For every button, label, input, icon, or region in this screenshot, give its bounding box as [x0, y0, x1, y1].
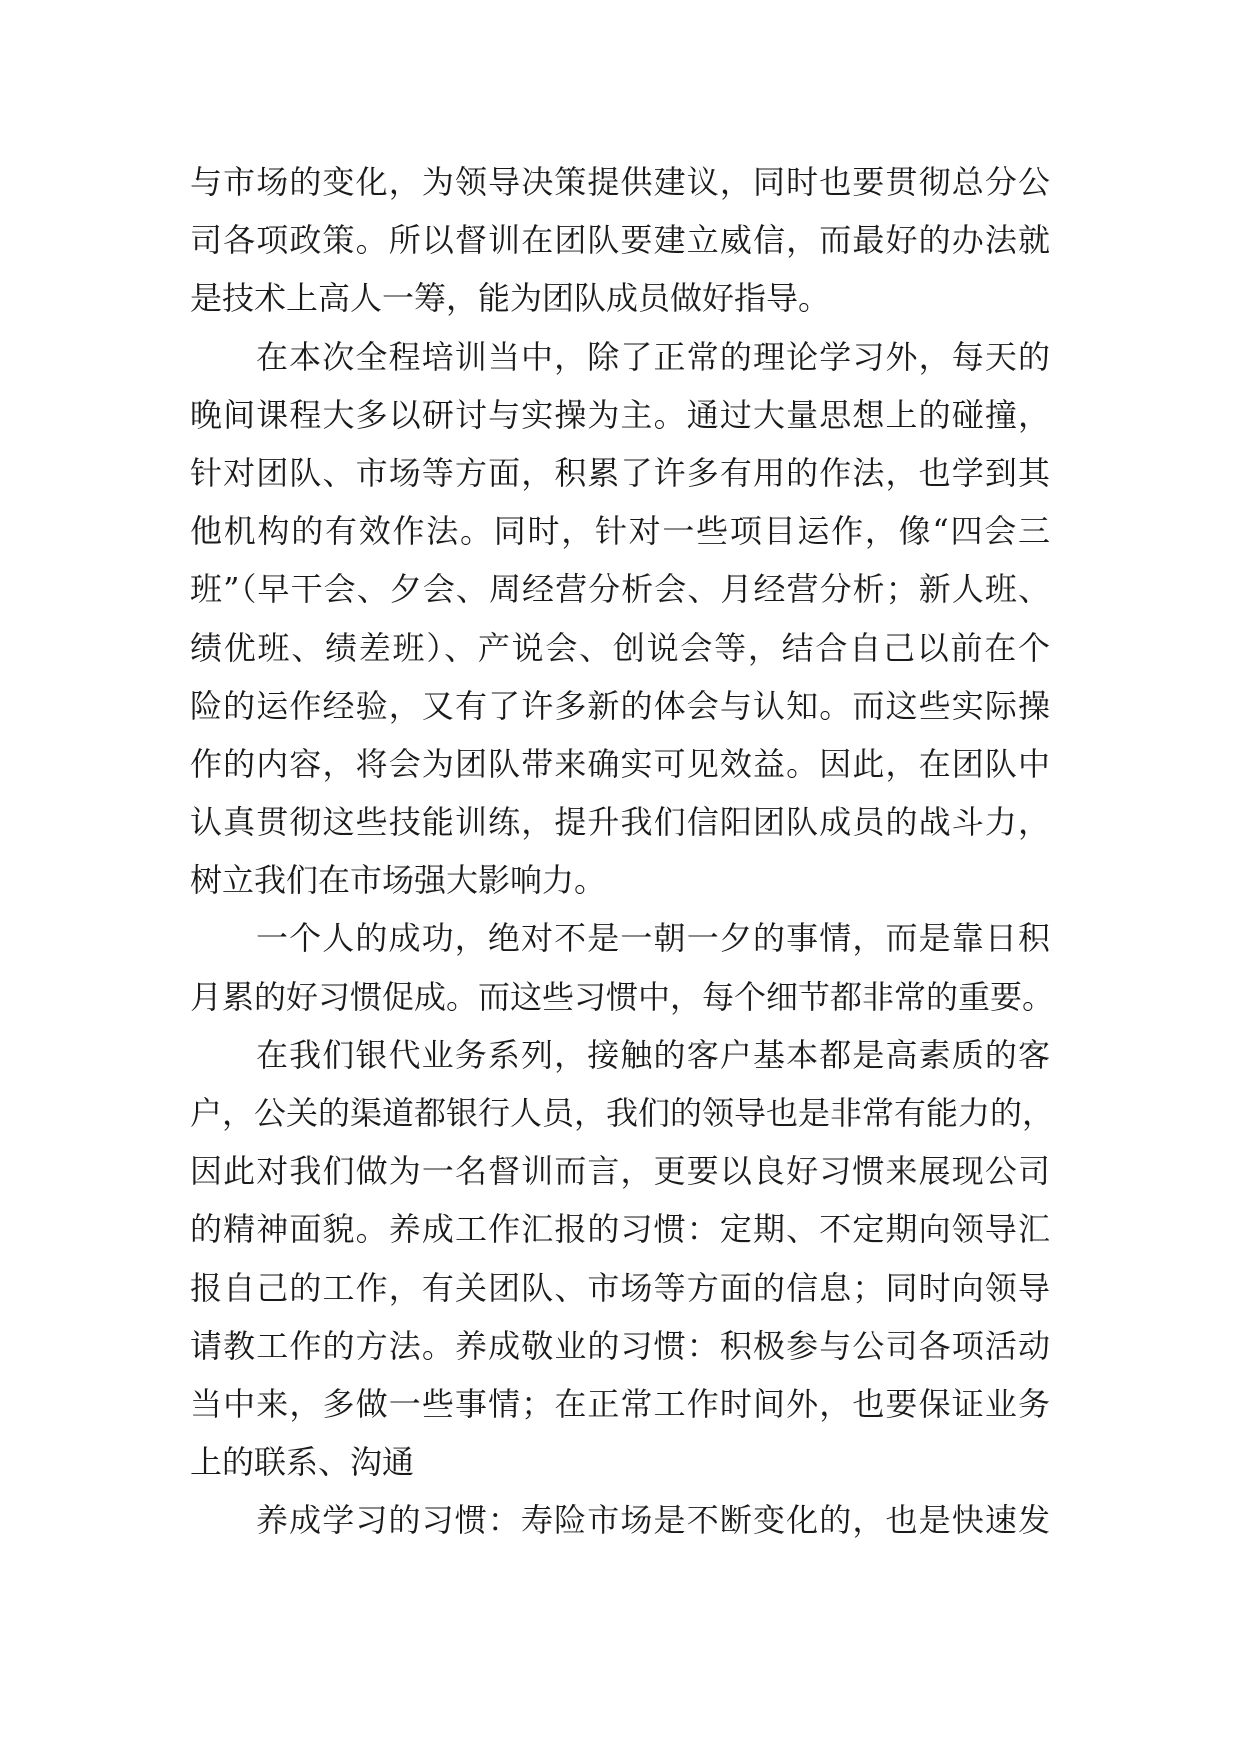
text-line: 司各项政策。所以督训在团队要建立威信，而最好的办法就 [190, 221, 1050, 260]
text-line: 一个人的成功，绝对不是一朝一夕的事情，而是靠日积 [256, 919, 1050, 958]
text-line: 树立我们在市场强大影响力。 [190, 861, 607, 900]
text-line: 针对团队、市场等方面，积累了许多有用的作法，也学到其 [190, 453, 1050, 492]
text-line: 认真贯彻这些技能训练，提升我们信阳团队成员的战斗力， [190, 803, 1050, 842]
text-line: 报自己的工作，有关团队、市场等方面的信息；同时向领导 [190, 1268, 1050, 1307]
text-line: 在我们银代业务系列，接触的客户基本都是高素质的客 [256, 1035, 1050, 1074]
text-line: 绩优班、绩差班）、产说会、创说会等，结合自己以前在个 [190, 628, 1050, 667]
text-line: 请教工作的方法。养成敬业的习惯：积极参与公司各项活动 [190, 1326, 1050, 1365]
text-line: 他机构的有效作法。同时，针对一些项目运作，像“四会三 [190, 512, 1050, 551]
text-line: 户，公关的渠道都银行人员，我们的领导也是非常有能力的， [190, 1094, 1055, 1132]
text-line: 上的联系、沟通 [190, 1443, 415, 1482]
text-line: 的精神面貌。养成工作汇报的习惯：定期、不定期向领导汇 [190, 1210, 1050, 1249]
text-line: 晚间课程大多以研讨与实操为主。通过大量思想上的碰撞， [190, 395, 1050, 434]
text-line: 月累的好习惯促成。而这些习惯中，每个细节都非常的重要。 [190, 977, 1055, 1016]
text-line: 当中来，多做一些事情；在正常工作时间外，也要保证业务 [190, 1384, 1050, 1423]
text-line: 是技术上高人一筹，能为团队成员做好指导。 [190, 279, 831, 318]
text-line: 在本次全程培训当中，除了正常的理论学习外，每天的 [256, 337, 1050, 376]
text-line: 与市场的变化，为领导决策提供建议，同时也要贯彻总分公 [190, 163, 1050, 201]
text-line: 班”（早干会、夕会、周经营分析会、月经营分析；新人班、 [190, 570, 1050, 609]
text-line: 养成学习的习惯：寿险市场是不断变化的，也是快速发 [256, 1501, 1050, 1540]
text-line: 因此对我们做为一名督训而言，更要以良好习惯来展现公司 [190, 1152, 1050, 1191]
text-line: 险的运作经验，又有了许多新的体会与认知。而这些实际操 [190, 686, 1050, 725]
text-line: 作的内容，将会为团队带来确实可见效益。因此，在团队中 [190, 744, 1050, 783]
document-body [190, 153, 1055, 1550]
